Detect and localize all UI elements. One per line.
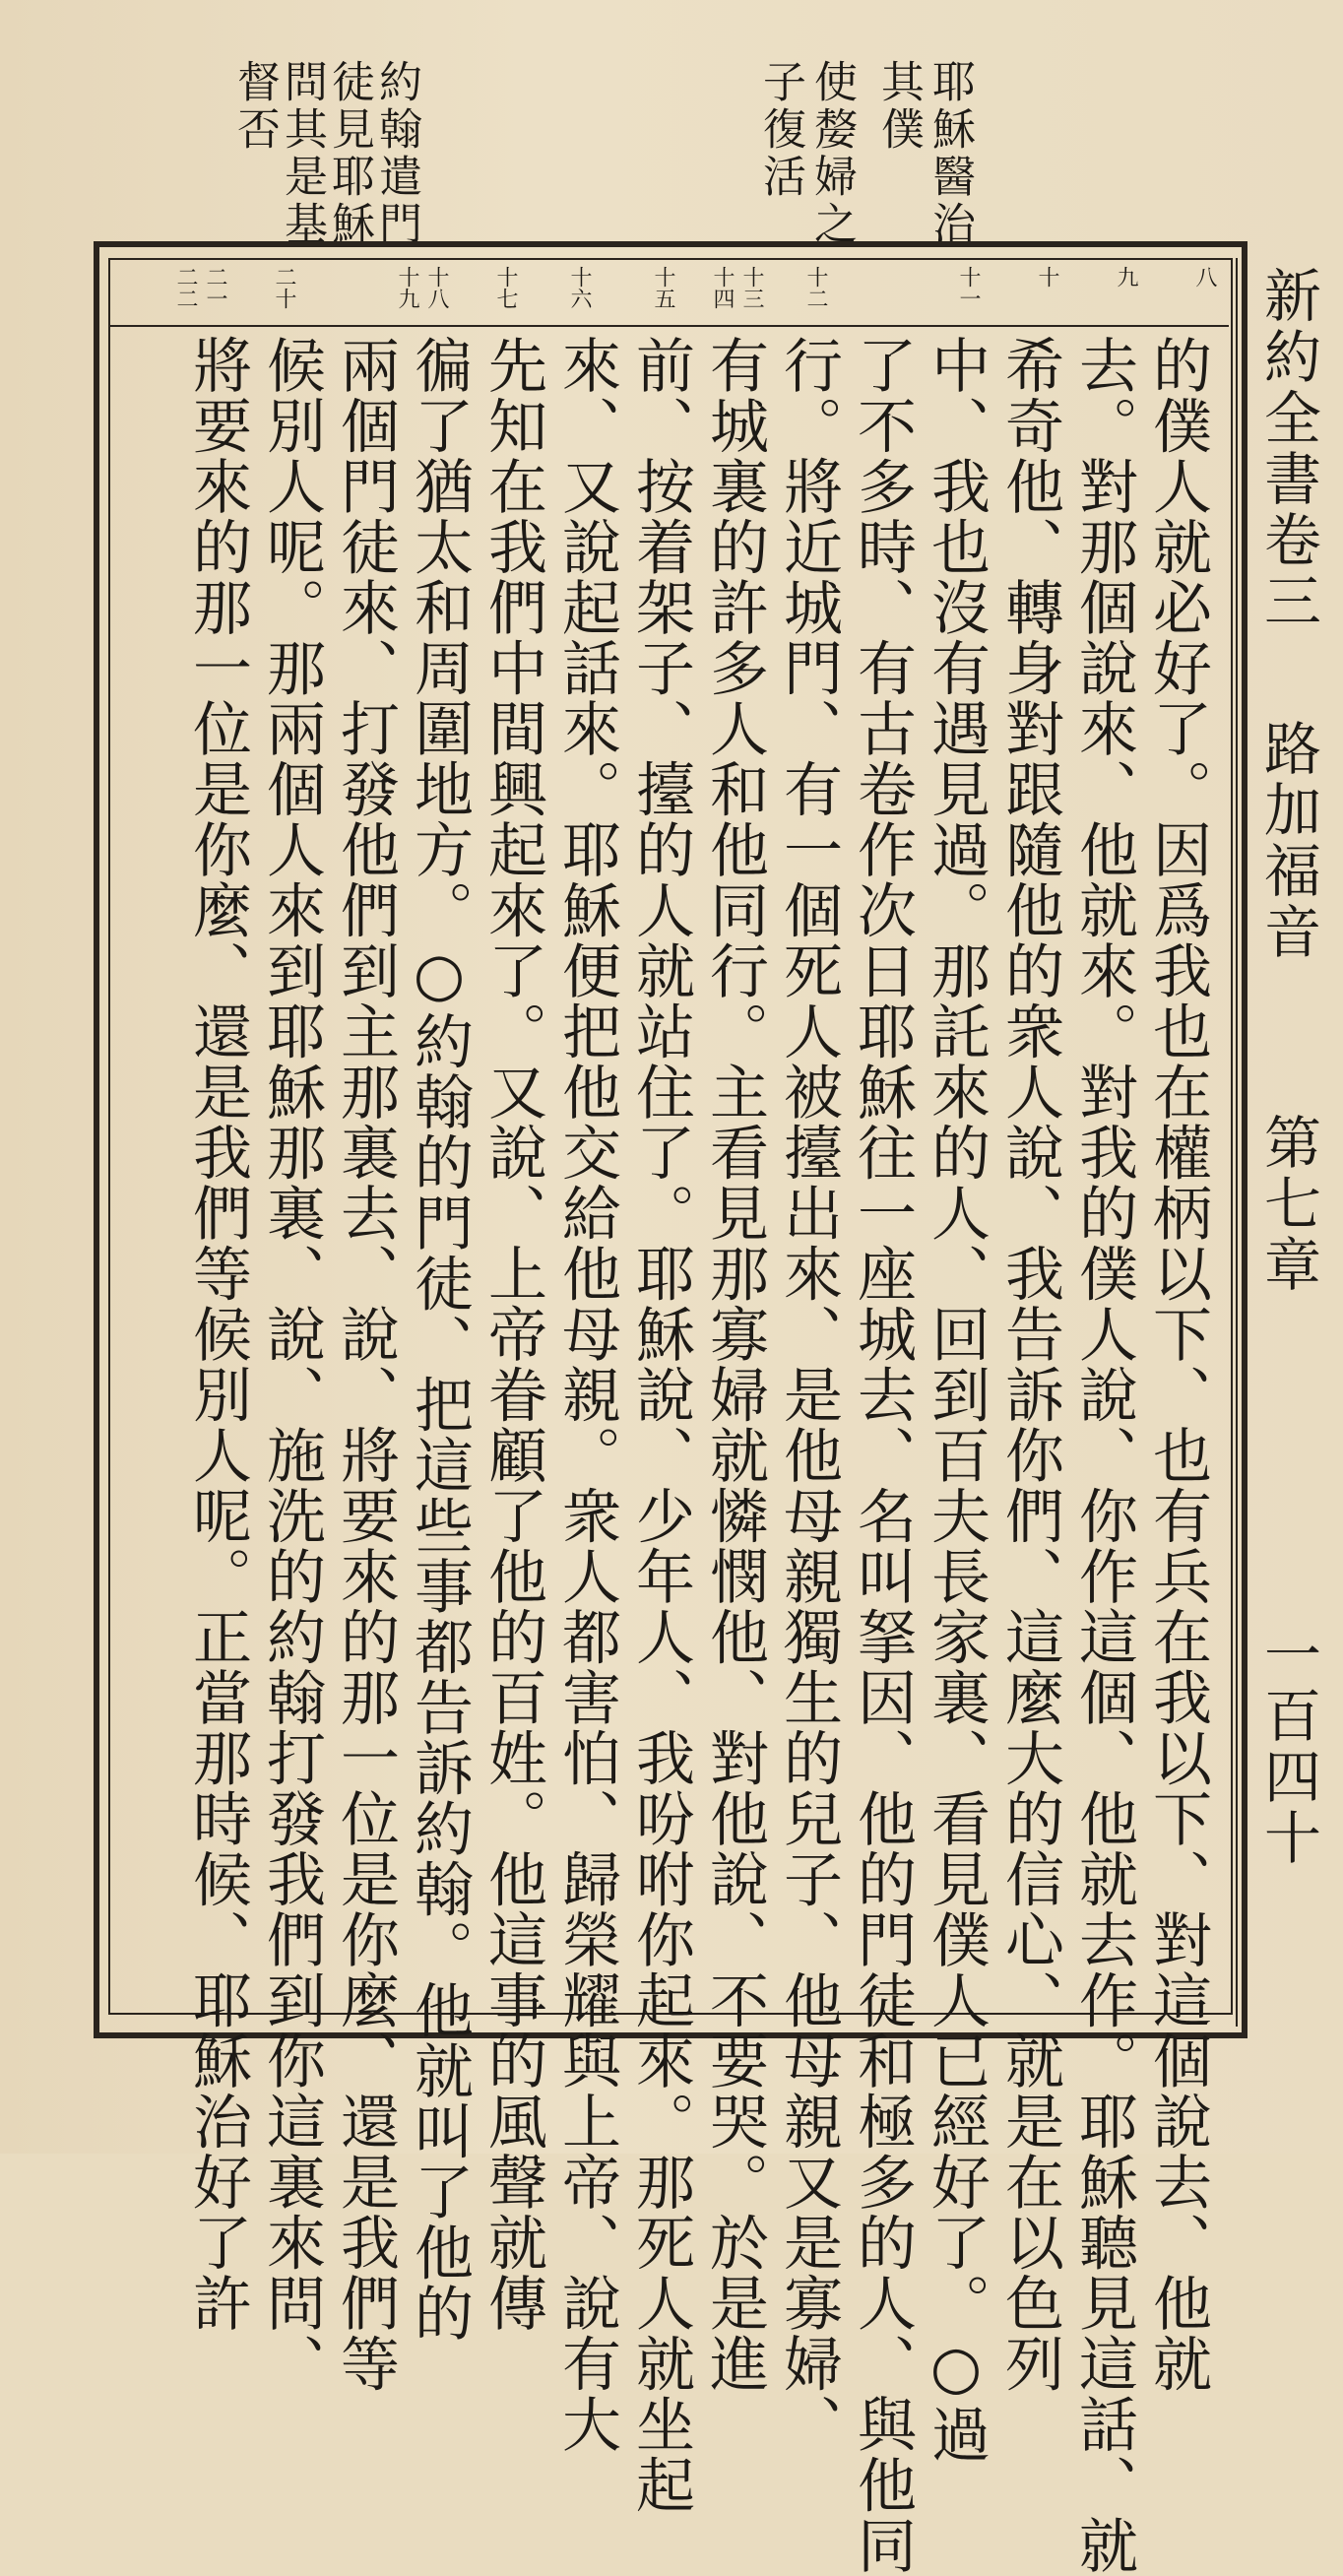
verse-number: 八: [1192, 266, 1217, 288]
header-note: 徒見耶穌: [324, 59, 374, 248]
header-note: 督否: [229, 59, 280, 154]
verse-number: 十一: [956, 266, 981, 309]
verse-number-divider: [108, 325, 1229, 327]
text-column: 去。對那個說來、他就來。對我的僕人說、你作這個、他就去作。耶穌聽見這話、就: [1069, 335, 1138, 2576]
header-note: 使嫠婦之: [806, 59, 857, 248]
text-column: 兩個門徒來、打發他們到主那裏去、說、將要來的那一位是你麼、還是我們等: [331, 335, 400, 2394]
header-note: 其僕: [873, 59, 924, 154]
verse-number: 十: [1035, 266, 1059, 288]
verse-number: 十八: [424, 266, 449, 309]
book-title: 新約全書卷三: [1254, 266, 1321, 632]
text-column: 了不多時、有古卷作次日耶穌往一座城去、名叫拏因、他的門徒和極多的人、與他同: [848, 335, 917, 2576]
title-divider: [1236, 258, 1238, 2027]
verse-number: 十六: [567, 266, 592, 309]
text-column: 的僕人就必好了。因爲我也在權柄以下、也有兵在我以下、對這個說去、他就: [1143, 335, 1212, 2394]
verse-number: 十五: [651, 266, 675, 309]
header-note: 約翰遣門: [371, 59, 421, 248]
verse-number: 十七: [493, 266, 518, 309]
header-note: 子復活: [755, 59, 805, 201]
verse-number: 十二: [803, 266, 828, 309]
text-column: 前、按着架子、擡的人就站住了。耶穌說、少年人、我吩咐你起來。那死人就坐起: [626, 335, 695, 2515]
verse-number: 二一: [203, 266, 227, 309]
text-column: 徧了猶太和周圍地方。○約翰的門徒、把這些事都告訴約翰。他就叫了他的: [405, 335, 474, 2344]
text-column: 候別人呢。那兩個人來到耶穌那裏、說、施洗的約翰打發我們到你這裏來問、: [257, 335, 326, 2394]
text-column: 希奇他、轉身對跟隨他的衆人說、我告訴你們、這麼大的信心、就是在以色列: [995, 335, 1064, 2394]
page-number: 一百四十: [1254, 1625, 1321, 1869]
text-column: 來、又說起話來。耶穌便把他交給他母親。衆人都害怕、歸榮耀與上帝、說有大: [552, 335, 621, 2455]
gospel-name: 路加福音: [1254, 719, 1321, 963]
verse-number: 二十: [272, 266, 296, 309]
text-column: 有城裏的許多人和他同行。主看見那寡婦就憐憫他、對他說、不要哭。於是進: [700, 335, 769, 2394]
text-column: 先知在我們中間興起來了。又說、上帝眷顧了他的百姓。他這事的風聲就傳: [479, 335, 547, 2334]
header-note: 問其是基: [277, 59, 327, 248]
text-column: 行。將近城門、有一個死人被擡出來、是他母親獨生的兒子、他母親又是寡婦、: [774, 335, 843, 2455]
verse-number: 九: [1114, 266, 1138, 288]
verse-number: 二二: [173, 266, 198, 309]
verse-number: 十九: [395, 266, 419, 309]
text-column: 中、我也沒有遇見過。那託來的人、回到百夫長家裏、看見僕人已經好了。○過: [922, 335, 991, 2465]
verse-number: 十四: [710, 266, 735, 309]
verse-number: 十三: [739, 266, 764, 309]
chapter-label: 第七章: [1254, 1113, 1321, 1296]
text-column: 將要來的那一位是你麼、還是我們等候別人呢。正當那時候、耶穌治好了許: [183, 335, 252, 2334]
header-note: 耶穌醫治: [925, 59, 975, 248]
